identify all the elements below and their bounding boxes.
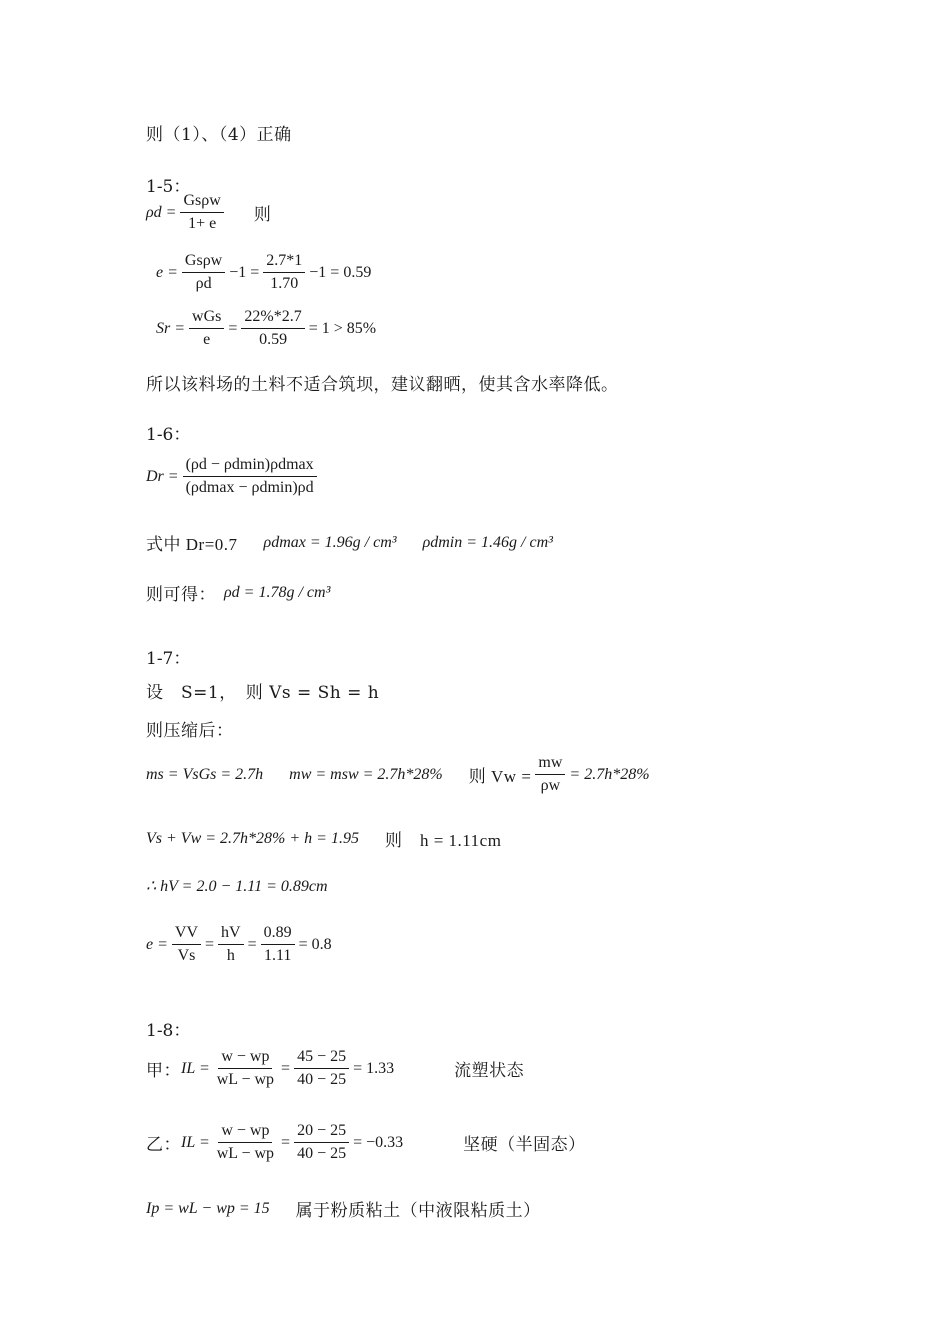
equation-relative-density xyxy=(146,456,321,497)
numerator: 20 − 25 xyxy=(294,1122,349,1143)
fraction xyxy=(535,754,565,795)
eq-rhs: = 1.33 xyxy=(353,1059,395,1077)
eq-lhs: e = xyxy=(156,263,178,281)
eq-mw: mw = msw = 2.7h*28% xyxy=(289,765,443,783)
eq-lhs: IL = xyxy=(181,1133,210,1151)
numerator: mw xyxy=(535,754,565,775)
after-compression-label: 则压缩后： xyxy=(146,721,234,741)
eq-ip: Ip = wL − wp = 15 xyxy=(146,1199,270,1217)
fraction xyxy=(241,308,304,349)
section-heading-1-5: 1-5： xyxy=(146,177,191,197)
numerator: hV xyxy=(218,924,244,945)
eq-mid: −1 = xyxy=(229,263,260,281)
state-label: 流塑状态 xyxy=(454,1061,525,1080)
denominator: 1.11 xyxy=(263,947,292,964)
section-heading-1-6: 1-6： xyxy=(146,425,191,445)
eq-lhs: Sr = xyxy=(156,319,186,337)
numerator: 45 − 25 xyxy=(294,1048,349,1069)
section-heading-1-7: 1-7： xyxy=(146,649,191,669)
numerator: 2.7*1 xyxy=(263,252,305,273)
denominator: 1.70 xyxy=(270,275,299,292)
fraction xyxy=(294,1122,349,1163)
numerator: 0.89 xyxy=(261,924,295,945)
numerator: wGs xyxy=(189,308,224,329)
eq-lhs: e = xyxy=(146,935,168,953)
result-prefix: 则可得： xyxy=(146,585,216,604)
numerator: VV xyxy=(172,924,201,945)
eq-note: 则 xyxy=(253,205,272,224)
denominator: 40 − 25 xyxy=(297,1145,347,1162)
fraction xyxy=(214,1048,277,1089)
fraction xyxy=(189,308,224,349)
fraction xyxy=(214,1122,277,1163)
conclusion-1-5: 所以该料场的土料不适合筑坝，建议翻晒，使其含水率降低。 xyxy=(146,375,619,395)
eq-h: 则 h = 1.11cm xyxy=(384,831,502,850)
eq-rhs: −1 = 0.59 xyxy=(309,263,372,281)
eq-lhs: Dr = xyxy=(146,467,179,485)
numerator: Gsρw xyxy=(182,252,225,273)
equation-void-height xyxy=(146,876,328,896)
fraction xyxy=(218,924,244,965)
equation-void-ratio-1-7: e = $\frac{VV}{Vs}$ = $\frac{hV}{h}$ = $\frac{0.89}{1.11}$ = 0.8 xyxy=(146,924,332,964)
equation-masses xyxy=(146,754,650,795)
fraction xyxy=(261,924,295,965)
eq-mid: = xyxy=(228,319,238,337)
fraction xyxy=(180,192,223,233)
eq-vw-prefix: 则 Vw = xyxy=(468,767,532,786)
result-1-6 xyxy=(146,580,330,605)
denominator: wL − wp xyxy=(216,1145,275,1162)
fraction xyxy=(182,252,225,293)
eq-ms: ms = VsGs = 2.7h xyxy=(146,765,264,783)
result-value: ρd = 1.78g / cm³ xyxy=(224,583,331,601)
assumption-line: 设 S=1， 则 Vs = Sh = h xyxy=(146,683,380,703)
denominator: h xyxy=(226,947,235,964)
sample-label: 甲： xyxy=(146,1061,181,1080)
fraction xyxy=(183,456,317,497)
denominator: (ρdmax − ρdmin)ρd xyxy=(185,479,314,496)
ip-note: 属于粉质粘土（中液限粘质土） xyxy=(295,1201,541,1220)
equation-dry-density xyxy=(146,192,271,233)
section-heading-1-8: 1-8： xyxy=(146,1021,191,1041)
fraction xyxy=(172,924,201,965)
eq-sum: Vs + Vw = 2.7h*28% + h = 1.95 xyxy=(146,829,359,847)
given-max: ρdmax = 1.96g / cm³ xyxy=(263,533,397,551)
denominator: 0.59 xyxy=(259,331,288,348)
intro-text: 则（1）、（4）正确 xyxy=(146,125,292,145)
denominator: 1+ e xyxy=(188,215,217,232)
state-label: 坚硬（半固态） xyxy=(463,1135,586,1154)
equation-volume-sum xyxy=(146,826,501,851)
numerator: w − wp xyxy=(218,1122,272,1143)
denominator: 40 − 25 xyxy=(297,1071,347,1088)
eq-lhs: IL = xyxy=(181,1059,210,1077)
equation-plasticity-index xyxy=(146,1196,541,1221)
denominator: e xyxy=(203,331,211,348)
equation-liquidity-b: 乙： IL = $\frac{w - wp}{wL - wp}$ = $\frac{20 - 25}{40 - 25}$ = −0.33 坚硬（半固态） xyxy=(146,1122,586,1162)
numerator: 22%*2.7 xyxy=(241,308,304,329)
numerator: (ρd − ρdmin)ρdmax xyxy=(183,456,317,477)
given-values-1-6 xyxy=(146,530,553,555)
eq-rhs: = −0.33 xyxy=(353,1133,404,1151)
eq-rhs: = 1 > 85% xyxy=(308,319,377,337)
numerator: Gsρw xyxy=(180,192,223,213)
equation-liquidity-a: 甲： IL = $\frac{w - wp}{wL - wp}$ = $\frac{45 - 25}{40 - 25}$ = 1.33 流塑状态 xyxy=(146,1048,525,1088)
sample-label: 乙： xyxy=(146,1135,181,1154)
eq-vw-rhs: = 2.7h*28% xyxy=(569,765,650,783)
fraction xyxy=(294,1048,349,1089)
denominator: ρd xyxy=(195,275,212,292)
equation-void-ratio xyxy=(156,252,371,293)
equation-saturation xyxy=(156,308,376,349)
eq-hv: ∴ hV = 2.0 − 1.11 = 0.89cm xyxy=(146,878,328,895)
fraction xyxy=(263,252,305,293)
eq-rhs: = 0.8 xyxy=(298,935,332,953)
denominator: ρw xyxy=(540,777,561,794)
denominator: wL − wp xyxy=(216,1071,275,1088)
denominator: Vs xyxy=(177,947,196,964)
given-prefix: 式中 Dr=0.7 xyxy=(146,535,238,554)
numerator: w − wp xyxy=(218,1048,272,1069)
given-min: ρdmin = 1.46g / cm³ xyxy=(422,533,553,551)
eq-lhs: ρd = xyxy=(146,203,177,221)
